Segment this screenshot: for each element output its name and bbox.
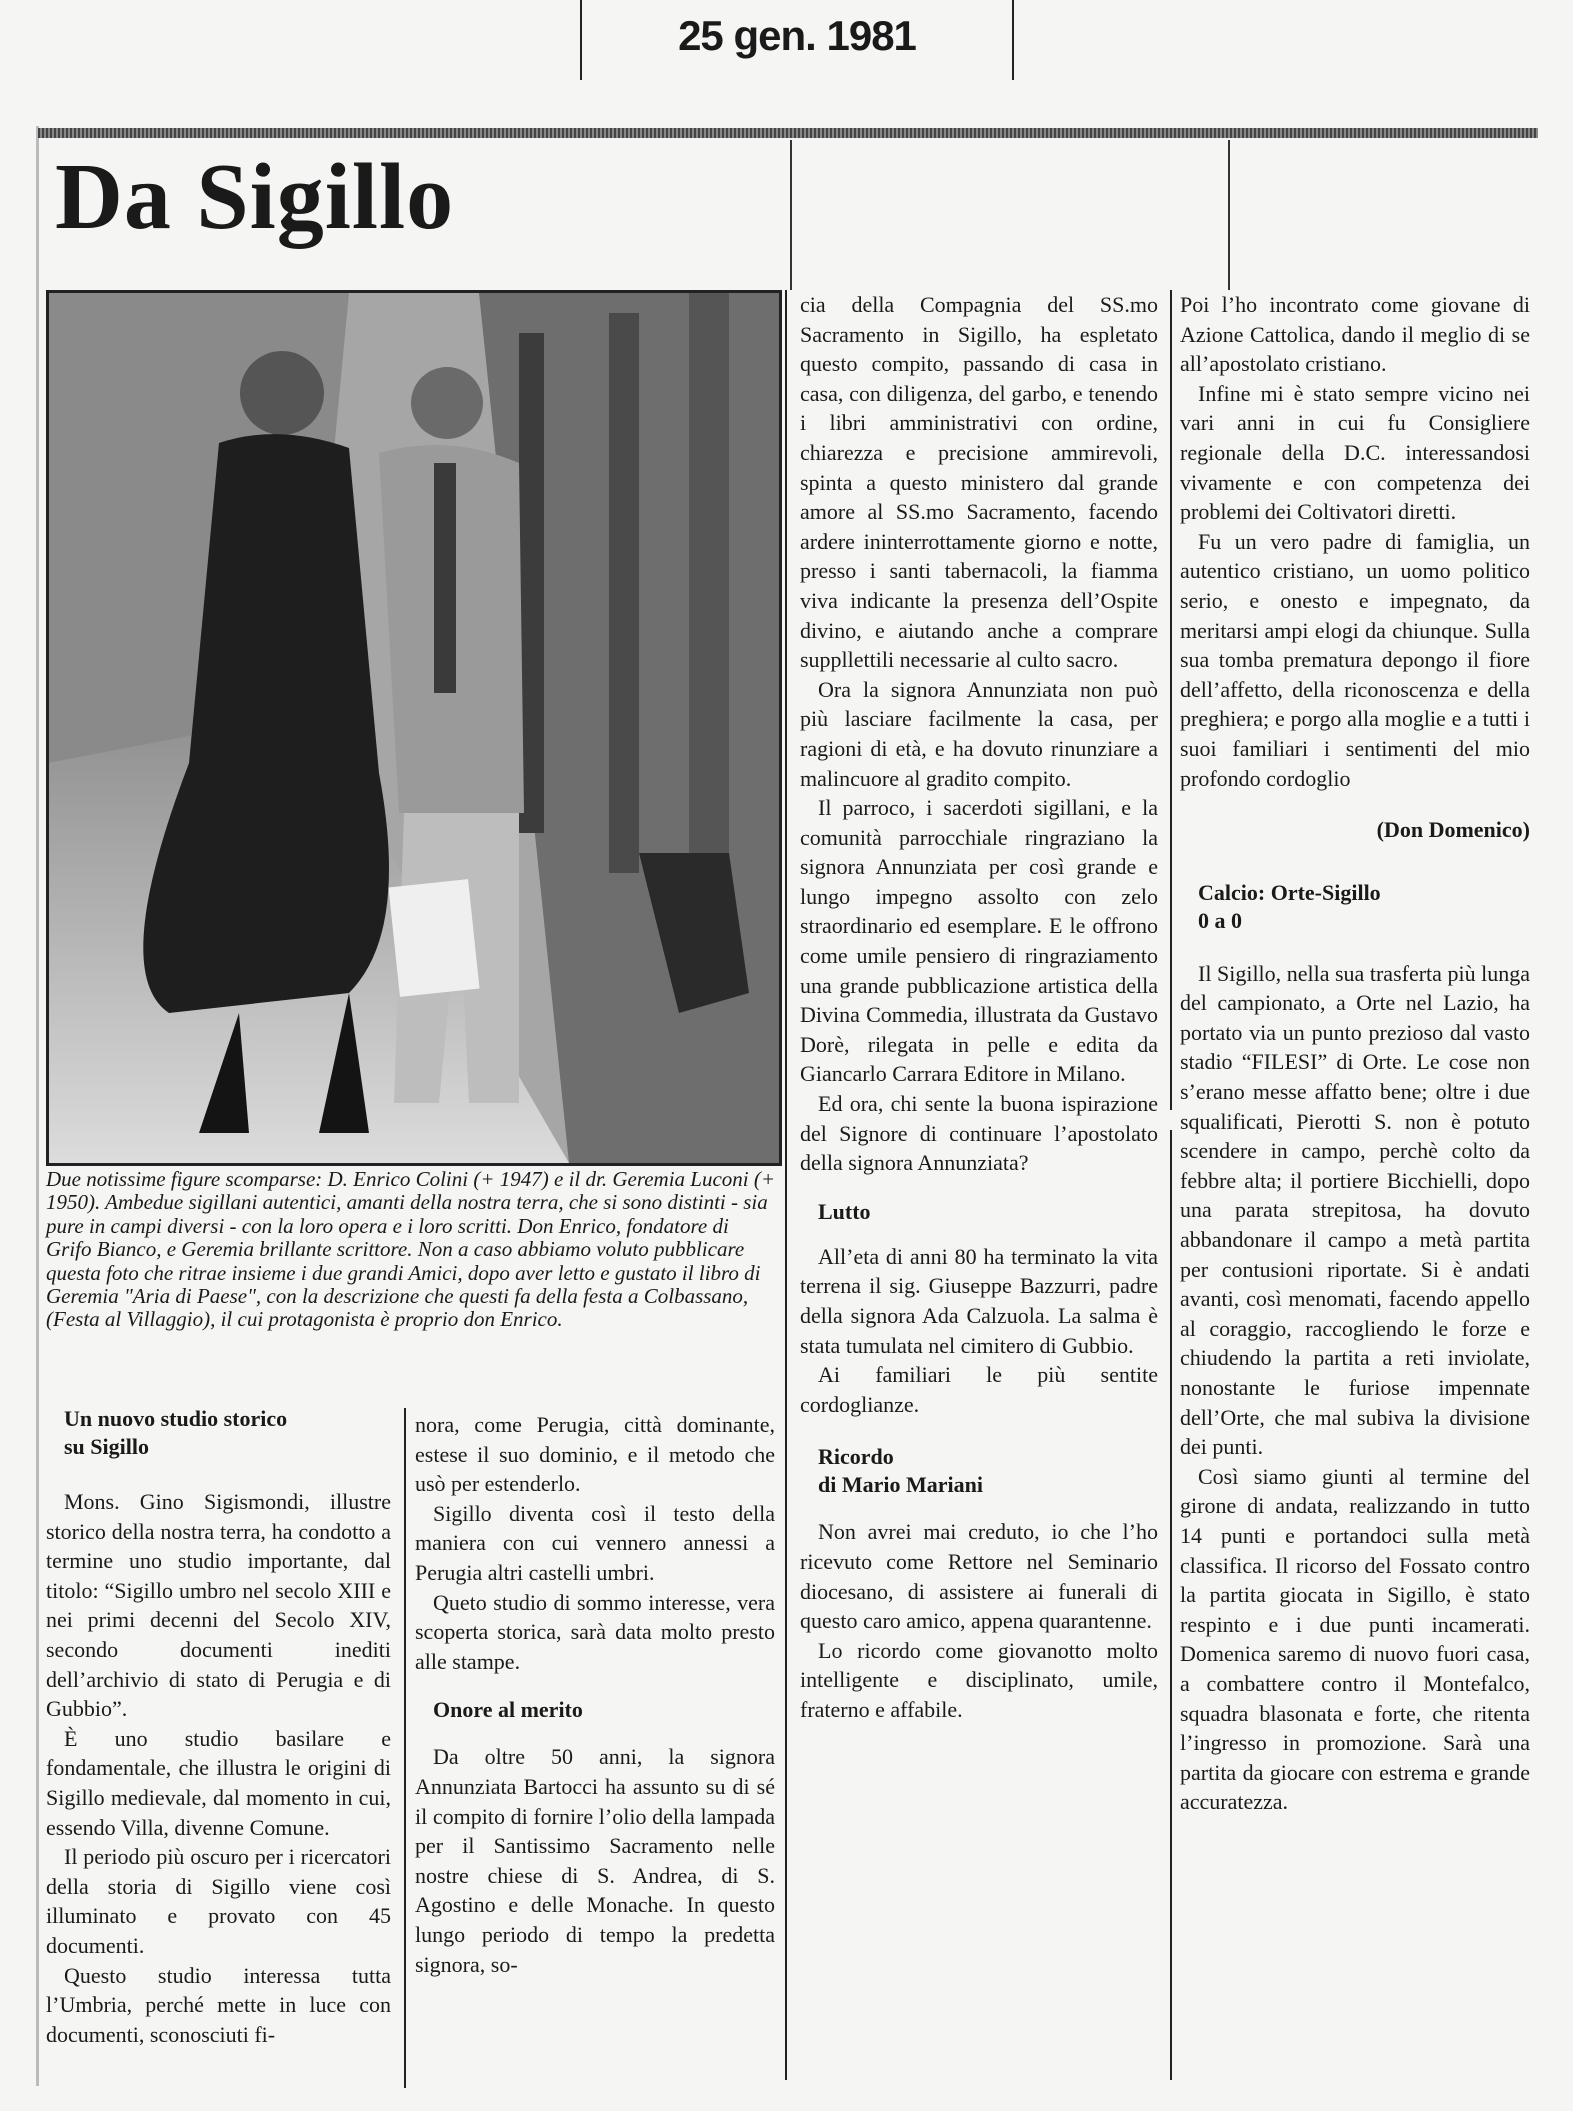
ricordo-heading-line1: Ricordo (818, 1444, 894, 1470)
ricordo-continuation: Infine mi è stato sempre vicino nei vari anni in cui fu Consigliere regionale della D.C. interessandosi vivamente e con competenza dei problemi dei Coltivatori diretti. (1180, 380, 1530, 525)
onore-continuation: Ed ora, chi sente la buona ispirazione del Signore di continuare l’apostolato della signora Annunziata? (800, 1091, 1158, 1176)
onore-paragraph: Da oltre 50 anni, la signora Annunziata Bartocci ha assunto su di sé il compito di fornire l’olio della lampada per il Santissimo Sacramento nelle nostre chiese di S. Andrea, di S. Agostino e delle Monache. In questo lungo periodo di tempo la predetta signora, so- (415, 1744, 775, 1977)
calcio-heading-line1: Calcio: Orte-Sigillo (1198, 879, 1381, 905)
ricordo-heading-line2: di Mario Mariani (818, 1472, 983, 1498)
calcio-paragraph: Così siamo giunti al termine del girone di andata, realizzando in tutto 14 punti e portandoci sulla metà classifica. Il ricorso del Fossato contro la partita giocata in Sigillo, è stato respinto e i due punti incamerati. Domenica saremo di nuovo fuori casa, a combattere contro il Montefalco, squadra blasonata e forte, che ritenta l’ingresso in promozione. Sarà una partita da giocare con estrema e grande accuratezza. (1180, 1463, 1530, 1815)
article-studio-continued (415, 1410, 775, 1979)
onore-continuation: Il parroco, i sacerdoti sigillani, e la comunità parrocchiale ringraziano la signora Annunziata per così grande e lungo impegno assolto con zelo straordinario ed esemplare. E le offrono come umile pensiero di ringraziamento una grande pubblicazione artistica della Divina Commedia, illustrata da Gustavo Dorè, rilegata in pelle e edita da Giancarlo Carrara Editore in Milano. (800, 795, 1158, 1087)
studio-paragraph: È uno studio basilare e fondamentale, che illustra le origini di Sigillo medievale, dal momento in cui, essendo Villa, divenne Comune. (46, 1725, 391, 1840)
column-rule (404, 1408, 406, 2088)
clipping-edge (36, 126, 39, 2086)
calcio-paragraph: Il Sigillo, nella sua trasferta più lunga del campionato, a Orte nel Lazio, ha portato via un punto prezioso dal vasto stadio “FILESI” di Orte. Le cose non s’erano messe affatto bene; oltre i due squalificati, Pierotti S. non è potuto scendere in campo, perchè colto da febbre alta; il portiere Bicchielli, dopo una parata strepitosa, ha dovuto abbandonare il campo a metà partita per contusioni riportate. Si è andati avanti, così menomati, facendo appello al coraggio, raccogliendo le forze e chiudendo la partita a reti inviolate, nonostante le furiose impennate dell’Orte, che mal subiva la divisione dei punti. (1180, 960, 1530, 1460)
photo (46, 290, 782, 1166)
studio-paragraph: Mons. Gino Sigismondi, illustre storico della nostra terra, ha condotto a termine uno studio importante, dal titolo: “Sigillo umbro nel secolo XIII e nei primi decenni del Secolo XIV, secondo documenti inediti dell’archivio di stato di Perugia e di Gubbio”. (46, 1489, 391, 1722)
onore-heading: Onore al merito (433, 1697, 583, 1723)
ricordo-continuation: Poi l’ho incontrato come giovane di Azione Cattolica, dando il meglio di se all’apostolato cristiano. (1180, 292, 1530, 377)
studio-continuation: Queto studio di sommo interesse, vera scoperta storica, sarà data molto presto alle stampe. (415, 1589, 775, 1674)
article-ricordo-continued (1180, 290, 1530, 1817)
date-text: 25 gen. 1981 (678, 12, 916, 59)
column-rule (785, 290, 787, 1160)
date-stamp (580, 0, 1014, 80)
column-rule (1170, 290, 1172, 1110)
calcio-heading-line2: 0 a 0 (1198, 907, 1242, 933)
top-rule (38, 128, 1538, 138)
studio-paragraph: Il periodo più oscuro per i ricercatori della storia di Sigillo viene così illuminato e provato con 45 documenti. (46, 1844, 391, 1958)
lutto-heading: Lutto (818, 1198, 871, 1224)
ricordo-signoff: (Don Domenico) (1376, 817, 1530, 843)
studio-heading-line1: Un nuovo studio storico (64, 1406, 288, 1431)
studio-continuation: nora, come Perugia, città dominante, estese il suo dominio, e il metodo che usò per estenderlo. (415, 1412, 775, 1497)
ricordo-continuation: Fu un vero padre di famiglia, un autentico cristiano, un uomo politico serio, e onesto e impegnato, da meritarsi ampi elogi da chiunque. Sulla sua tomba prematura depongo il fiore dell’affetto, della riconoscenza e della preghiera; e porgo alla moglie e a tutti i suoi familiari i sentimenti del mio profondo cordoglio (1180, 528, 1530, 791)
ricordo-paragraph: Non avrei mai creduto, io che l’ho ricevuto come Rettore nel Seminario diocesano, di assistere ai funerali di questo caro amico, appena quarantenne. (800, 1519, 1158, 1634)
photo-caption: Due notissime figure scomparse: D. Enrico Colini (+ 1947) e il dr. Geremia Luconi (+ 1950). Ambedue sigillani autentici, amanti della nostra terra, che si sono distinti - sia pure in campi diversi - con la loro opera e i loro scritti. Don Enrico, fondatore di Grifo Bianco, e Geremia brillante scrittore. Non a caso abbiamo voluto pubblicare questa foto che ritrae insieme i due grandi Amici, dopo aver letto e gustato il libro di Geremia "Aria di Paese", con la descrizione che questi fa della festa a Colbassano, (Festa al Villaggio), il cui protagonista è proprio don Enrico. (46, 1167, 776, 1332)
column-rule (1170, 1130, 1172, 2080)
onore-continuation: cia della Compagnia del SS.mo Sacramento in Sigillo, ha espletato questo compito, passando di casa in casa, con diligenza, del garbo, e tenendo i libri amministrativi con ordine, chiarezza e precisione ammirevoli, spinta a questo ministero dal grande amore al SS.mo Sacramento, facendo ardere ininterrottamente giorno e notte, presso i santi tabernacoli, la fiamma viva indicante la presenza dell’Ospite divino, e aiutando anche a comprare suppllettili necessarie al culto sacro. (800, 292, 1158, 673)
studio-heading-line2: su Sigillo (64, 1434, 149, 1459)
ricordo-paragraph: Lo ricordo come giovanotto molto intelligente e disciplinato, umile, fraterno e affabile. (800, 1637, 1158, 1722)
article-onore-continued (800, 290, 1158, 1725)
onore-continuation: Ora la signora Annunziata non può più lasciare facilmente la casa, per ragioni di età, e ha dovuto rinunziare a malincuore al gradito compito. (800, 676, 1158, 791)
studio-paragraph: Questo studio interessa tutta l’Umbria, perché mette in luce con documenti, sconosciuti fi- (46, 1962, 391, 2047)
photo-illustration (49, 293, 779, 1163)
masthead: Da Sigillo (55, 145, 455, 249)
article-studio (46, 1405, 391, 2049)
background-rule (790, 140, 792, 290)
column-rule (785, 1160, 787, 2080)
background-rule (1228, 140, 1230, 290)
lutto-paragraph: Ai familiari le più sentite cordoglianze. (800, 1362, 1158, 1417)
lutto-paragraph: All’eta di anni 80 ha terminato la vita terrena il sig. Giuseppe Bazzurri, padre della signora Ada Calzuola. La salma è stata tumulata nel cimitero di Gubbio. (800, 1243, 1158, 1358)
studio-continuation: Sigillo diventa così il testo della maniera con cui vennero annessi a Perugia altri castelli umbri. (415, 1500, 775, 1585)
